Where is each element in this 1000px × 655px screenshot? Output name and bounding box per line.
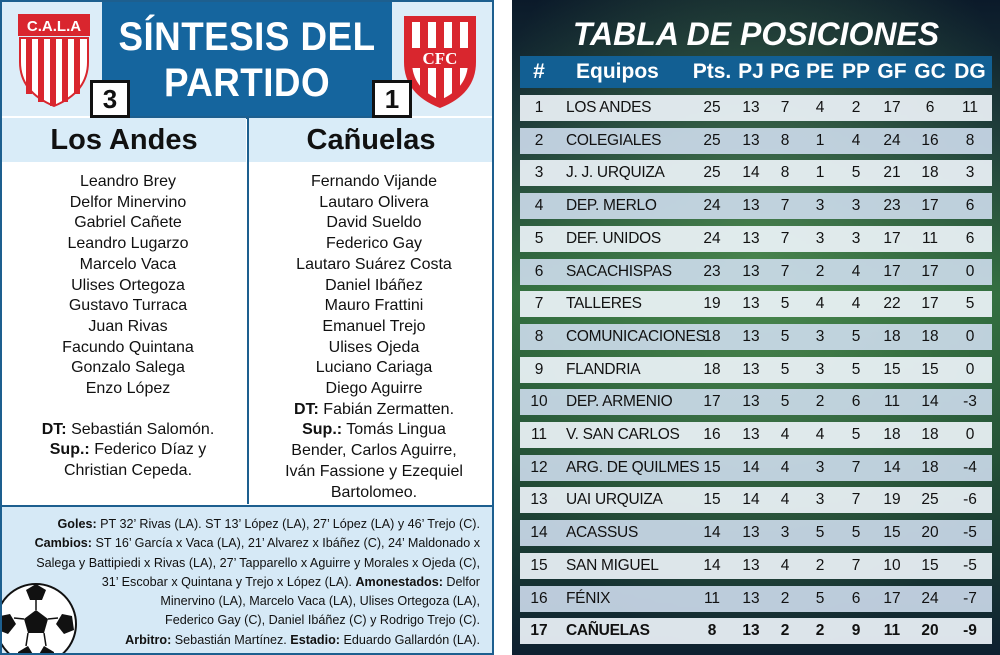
col-header: GF [877, 60, 907, 83]
player: Federico Gay [325, 235, 423, 253]
stat-cell: 3 [815, 197, 825, 215]
player: Marcelo Vaca [79, 255, 177, 273]
stat-cell: 6 [851, 589, 861, 607]
stat-cell: -5 [963, 556, 977, 574]
team-name-cell: FÉNIX [566, 589, 611, 607]
stat-cell: 25 [703, 99, 721, 116]
player: Leandro Lugarzo [67, 235, 189, 253]
stat-cell: 11 [530, 426, 548, 443]
team-name-cell: DEP. ARMENIO [566, 393, 673, 411]
stat-cell: 3 [815, 327, 825, 345]
stat-cell: 3 [815, 491, 825, 509]
stat-cell: 5 [780, 393, 790, 411]
stat-cell: -5 [963, 524, 977, 542]
player: Daniel Ibáñez [325, 276, 423, 294]
subs-line: Cambios: ST 16’ García x Vaca (LA), 21’ Alvarez x Ibáñez (C), 24’ Maldonado x [34, 536, 480, 551]
summary-title-box [102, 2, 392, 119]
standings-panel [512, 0, 1000, 655]
stat-cell: 8 [965, 131, 975, 149]
stat-cell: 13 [742, 295, 760, 313]
stat-cell: 5 [815, 524, 825, 542]
stat-cell: 5 [851, 360, 861, 378]
player: Emanuel Trejo [322, 317, 426, 335]
stat-cell: 14 [921, 393, 939, 411]
team-name-cell: V. SAN CARLOS [566, 426, 680, 443]
player: Lautaro Suárez Costa [296, 255, 452, 273]
stat-cell: 6 [965, 229, 975, 247]
away-coach: DT: Fabián Zermatten. [293, 400, 455, 418]
team-name-cell: COLEGIALES [566, 131, 662, 149]
stat-cell: 4 [815, 99, 825, 116]
stat-cell: 17 [703, 393, 721, 411]
stat-cell: 17 [921, 295, 939, 313]
stat-cell: 2 [780, 589, 790, 607]
stat-cell: 2 [815, 556, 825, 574]
stat-cell: 23 [703, 262, 721, 280]
stat-cell: 3 [780, 524, 790, 542]
stat-cell: 25 [921, 491, 939, 509]
stat-cell: 18 [921, 164, 939, 182]
stat-cell: 8 [780, 164, 790, 182]
away-subs-cont: Bartolomeo. [330, 483, 418, 501]
stat-cell: 2 [815, 622, 825, 640]
table-row [520, 226, 992, 252]
stat-cell: 18 [883, 327, 901, 345]
stat-cell: 14 [703, 524, 721, 542]
stat-cell: 7 [534, 295, 544, 313]
stat-cell: 5 [851, 327, 861, 345]
away-subs-cont: Iván Fassione y Ezequiel [285, 462, 463, 480]
player: David Sueldo [326, 214, 422, 232]
home-subs-cont: Christian Cepeda. [63, 462, 193, 480]
stat-cell: 4 [815, 426, 825, 443]
team-name-cell: ACASSUS [566, 524, 638, 542]
table-row [520, 193, 992, 219]
stat-cell: 18 [703, 327, 721, 345]
stat-cell: 13 [742, 393, 760, 411]
svg-text:C.A.L.A: C.A.L.A [26, 18, 82, 35]
stat-cell: 9 [851, 622, 861, 640]
stat-cell: 2 [815, 393, 825, 411]
standings-header-row [520, 56, 992, 88]
away-subs-cont: Bender, Carlos Aguirre, [291, 442, 457, 460]
col-header: PP [841, 60, 870, 83]
stat-cell: 13 [742, 229, 760, 247]
standings-title: TABLA DE POSICIONES [572, 16, 940, 52]
table-row [520, 389, 992, 415]
stat-cell: 7 [780, 229, 790, 247]
stat-cell: 15 [703, 491, 721, 509]
col-header: Equipos [576, 60, 659, 83]
stat-cell: 15 [921, 360, 939, 378]
stat-cell: 18 [883, 426, 901, 443]
player: Delfor Minervino [69, 193, 187, 211]
stat-cell: 11 [883, 393, 901, 411]
player: Leandro Brey [79, 173, 177, 190]
stat-cell: 13 [742, 360, 760, 378]
stat-cell: 11 [921, 229, 939, 247]
stat-cell: 8 [534, 327, 544, 345]
team-name-cell: FLANDRIA [566, 360, 641, 378]
team-name-cell: CAÑUELAS [566, 622, 650, 640]
stat-cell: 3 [815, 229, 825, 247]
stat-cell: 15 [703, 458, 721, 476]
stat-cell: 11 [883, 622, 901, 640]
stat-cell: 12 [530, 458, 548, 476]
stat-cell: 4 [851, 131, 861, 149]
stat-cell: 5 [965, 295, 975, 313]
col-header: PJ [738, 60, 764, 83]
stat-cell: 3 [851, 197, 861, 215]
stat-cell: 4 [851, 295, 861, 313]
stat-cell: 8 [780, 131, 790, 149]
team-name-cell: LOS ANDES [566, 99, 652, 116]
team-name-cell: J. J. URQUIZA [566, 164, 665, 182]
team-name-cell: SAN MIGUEL [566, 556, 659, 574]
bookings-line: Minervino (LA), Marcelo Vaca (LA), Ulises Ortegoza (LA), [160, 594, 480, 609]
stat-cell: 17 [883, 229, 901, 247]
table-row [520, 128, 992, 154]
player: Enzo López [85, 380, 171, 398]
stat-cell: 1 [815, 131, 825, 149]
stat-cell: 15 [921, 556, 939, 574]
player: Juan Rivas [88, 317, 168, 335]
stat-cell: 7 [851, 556, 861, 574]
stat-cell: 17 [883, 99, 901, 116]
stat-cell: 7 [851, 458, 861, 476]
stat-cell: 1 [815, 164, 825, 182]
table-row [520, 160, 992, 186]
stat-cell: 24 [703, 229, 721, 247]
bookings-line: Federico Gay (C), Daniel Ibáñez (C) y Rodrigo Trejo (C). [165, 613, 480, 628]
title-line-2: PARTIDO [163, 61, 331, 105]
stat-cell: 7 [780, 262, 790, 280]
stat-cell: 5 [780, 360, 790, 378]
stat-cell: 4 [534, 197, 544, 215]
stat-cell: 16 [921, 131, 939, 149]
table-row [520, 520, 992, 546]
summary-title [114, 14, 381, 106]
stat-cell: 20 [921, 524, 939, 542]
stat-cell: 15 [530, 556, 548, 574]
stat-cell: 13 [742, 327, 760, 345]
subs-line: Salega y Battipiedi x Rivas (LA), 27’ Tapparello x Aguirre y Morales x Ojeda (C), [36, 555, 480, 570]
stat-cell: 2 [780, 622, 790, 640]
soccer-ball-icon [0, 582, 78, 655]
referee-line: Arbitro: Sebastián Martínez. Estadio: Eduardo Gallardón (LA). [125, 632, 480, 647]
stat-cell: 3 [851, 229, 861, 247]
stat-cell: 18 [921, 458, 939, 476]
title-line-1: SÍNTESIS DEL [118, 15, 376, 59]
stat-cell: 11 [961, 99, 979, 116]
stat-cell: -3 [963, 393, 977, 411]
stat-cell: 16 [703, 426, 721, 443]
stat-cell: 7 [851, 491, 861, 509]
stat-cell: 3 [965, 164, 975, 182]
col-header: GC [914, 60, 946, 83]
stat-cell: 14 [742, 458, 760, 476]
player: Fernando Vijande [310, 173, 438, 190]
stat-cell: 18 [921, 327, 939, 345]
stat-cell: 18 [921, 426, 939, 443]
table-row [520, 357, 992, 383]
stat-cell: 6 [534, 262, 544, 280]
table-row [520, 618, 992, 644]
stat-cell: 18 [703, 360, 721, 378]
match-summary-panel [0, 0, 494, 655]
home-score: 3 [90, 80, 130, 118]
stat-cell: 17 [883, 589, 901, 607]
player: Lautaro Olivera [319, 193, 429, 211]
stat-cell: 16 [530, 589, 548, 607]
player: Gustavo Turraca [68, 297, 188, 315]
stat-cell: 2 [851, 99, 861, 116]
stat-cell: 5 [851, 524, 861, 542]
stat-cell: 14 [742, 164, 760, 182]
stat-cell: 5 [780, 295, 790, 313]
away-lineup [252, 172, 494, 503]
stat-cell: 9 [534, 360, 544, 378]
team-name-cell: UAI URQUIZA [566, 491, 663, 509]
col-header: Pts. [692, 60, 732, 83]
stat-cell: 6 [851, 393, 861, 411]
stat-cell: 7 [780, 197, 790, 215]
stat-cell: 2 [534, 131, 544, 149]
stat-cell: 3 [815, 360, 825, 378]
stat-cell: 5 [851, 164, 861, 182]
stat-cell: 4 [851, 262, 861, 280]
stat-cell: 6 [925, 99, 935, 116]
stat-cell: 22 [883, 295, 901, 313]
col-header: PE [805, 60, 834, 83]
table-row [520, 586, 992, 612]
stat-cell: 13 [742, 622, 760, 640]
player: Gabriel Cañete [74, 214, 182, 232]
player: Luciano Cariaga [315, 359, 433, 377]
team-name-cell: TALLERES [566, 295, 642, 313]
stat-cell: 13 [742, 524, 760, 542]
stat-cell: 13 [742, 197, 760, 215]
table-row [520, 324, 992, 350]
stat-cell: 17 [921, 262, 939, 280]
stat-cell: 6 [965, 197, 975, 215]
stat-cell: 0 [965, 360, 975, 378]
table-row [520, 95, 992, 121]
stat-cell: 5 [780, 327, 790, 345]
col-header: PG [770, 60, 801, 83]
stat-cell: 11 [703, 589, 721, 607]
stat-cell: -7 [963, 589, 977, 607]
stat-cell: 13 [742, 99, 760, 116]
away-score: 1 [372, 80, 412, 118]
stat-cell: 13 [742, 589, 760, 607]
player: Ulises Ortegoza [71, 276, 185, 294]
player: Gonzalo Salega [71, 359, 185, 377]
stat-cell: 2 [815, 262, 825, 280]
stat-cell: 21 [883, 164, 901, 182]
home-lineup [6, 172, 250, 482]
stat-cell: 14 [530, 524, 548, 542]
player: Diego Aguirre [325, 380, 423, 398]
stat-cell: 4 [780, 556, 790, 574]
subs-line: 31’ Escobar x Quintana y Trejo x López (LA). Amonestados: Delfor [101, 574, 480, 589]
match-details-text [10, 515, 480, 650]
stat-cell: 23 [883, 197, 901, 215]
team-name-cell: ARG. DE QUILMES [566, 458, 700, 476]
col-header: DG [954, 60, 986, 83]
stat-cell: 24 [883, 131, 901, 149]
stat-cell: 24 [921, 589, 939, 607]
stat-cell: 19 [703, 295, 721, 313]
stat-cell: 24 [703, 197, 721, 215]
stat-cell: 0 [965, 426, 975, 443]
stat-cell: 5 [534, 229, 544, 247]
table-row [520, 455, 992, 481]
home-coach: DT: Sebastián Salomón. [41, 420, 215, 438]
table-row [520, 487, 992, 513]
stat-cell: 17 [530, 622, 548, 640]
stat-cell: 5 [851, 426, 861, 443]
stat-cell: -4 [963, 458, 977, 476]
stat-cell: -6 [963, 491, 977, 509]
stat-cell: 25 [703, 131, 721, 149]
los-andes-crest-icon [16, 12, 92, 108]
stat-cell: 13 [742, 426, 760, 443]
stat-cell: 19 [883, 491, 901, 509]
home-subs: Sup.: Federico Díaz y [49, 441, 207, 459]
stat-cell: 10 [883, 556, 901, 574]
stat-cell: 14 [703, 556, 721, 574]
stat-cell: 0 [965, 262, 975, 280]
stat-cell: 15 [883, 360, 901, 378]
away-subs: Sup.: Tomás Lingua [302, 421, 446, 439]
stat-cell: 13 [742, 556, 760, 574]
stat-cell: 5 [815, 589, 825, 607]
player: Facundo Quintana [62, 338, 194, 356]
player: Mauro Frattini [324, 297, 424, 315]
table-row [520, 259, 992, 285]
stat-cell: 25 [703, 164, 721, 182]
stat-cell: -9 [963, 622, 977, 640]
stat-cell: 7 [780, 99, 790, 116]
stat-cell: 8 [707, 622, 717, 640]
stat-cell: 14 [883, 458, 901, 476]
away-team-name: Cañuelas [249, 118, 493, 162]
stat-cell: 4 [780, 491, 790, 509]
stat-cell: 13 [742, 131, 760, 149]
stat-cell: 15 [883, 524, 901, 542]
stat-cell: 13 [530, 491, 548, 509]
goals-line: Goles: PT 32’ Rivas (LA). ST 13’ López (LA), 27’ López (LA) y 46’ Trejo (C). [57, 517, 480, 531]
stat-cell: 17 [921, 197, 939, 215]
stat-cell: 10 [530, 393, 548, 411]
stat-cell: 13 [742, 262, 760, 280]
stat-cell: 4 [780, 458, 790, 476]
stat-cell: 3 [815, 458, 825, 476]
stat-cell: 3 [534, 164, 544, 182]
stat-cell: 17 [883, 262, 901, 280]
stat-cell: 4 [815, 295, 825, 313]
col-header: # [533, 60, 545, 83]
svg-text:CFC: CFC [422, 49, 458, 68]
home-team-name: Los Andes [2, 118, 246, 162]
table-row [520, 291, 992, 317]
team-name-cell: DEF. UNIDOS [566, 229, 661, 247]
team-name-cell: COMUNICACIONES [566, 327, 706, 345]
table-row [520, 553, 992, 579]
stat-cell: 0 [965, 327, 975, 345]
stat-cell: 14 [742, 491, 760, 509]
team-name-cell: SACACHISPAS [566, 262, 672, 280]
table-row [520, 422, 992, 448]
stat-cell: 20 [921, 622, 939, 640]
stat-cell: 4 [780, 426, 790, 443]
stat-cell: 1 [534, 99, 544, 116]
team-name-cell: DEP. MERLO [566, 197, 657, 215]
player: Ulises Ojeda [328, 338, 420, 356]
